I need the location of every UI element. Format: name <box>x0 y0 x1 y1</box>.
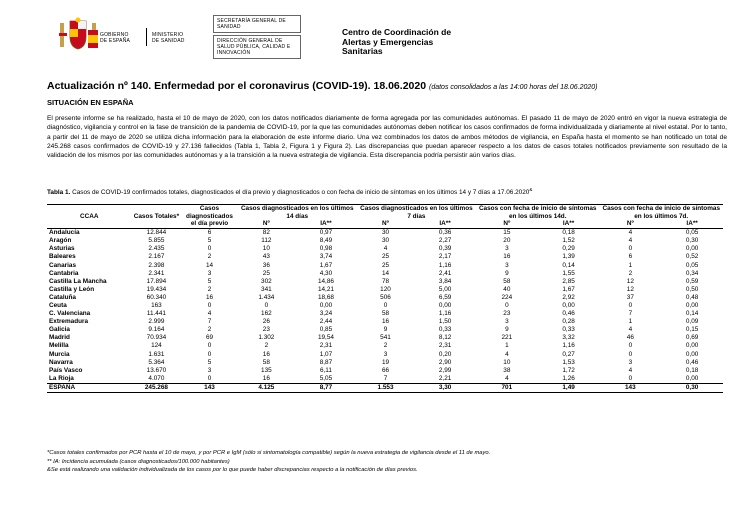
value-cell: 1,16 <box>562 342 575 350</box>
value-cell: 19,54 <box>317 334 334 342</box>
value-cell: 221 <box>501 334 513 342</box>
table-row <box>47 294 723 302</box>
value-cell: 1.553 <box>357 383 414 392</box>
value-cell: 112 <box>261 237 272 245</box>
value-cell: 2,44 <box>319 318 333 326</box>
value-cell: 15 <box>503 229 511 237</box>
value-cell: 3,30 <box>414 383 476 392</box>
value-cell: 25 <box>381 253 390 261</box>
value-cell: 0,69 <box>685 334 699 342</box>
value-cell: 70.934 <box>146 334 167 342</box>
value-cell: 0 <box>207 374 212 382</box>
value-cell: 0 <box>207 245 212 253</box>
value-cell: 26 <box>262 318 270 326</box>
value-cell: 0 <box>628 301 633 309</box>
value-cell: 58 <box>381 310 390 318</box>
value-cell: 0,39 <box>438 245 452 253</box>
ccaa-name-cell: La Rioja <box>49 374 74 382</box>
header-prev-day: Casos diagnosticados el día previo <box>181 205 237 229</box>
value-cell: 0,59 <box>685 277 699 285</box>
value-cell: 2,31 <box>319 342 333 350</box>
ccaa-name-cell: Canarias <box>49 261 76 269</box>
value-cell: 6,59 <box>438 293 452 301</box>
value-cell: 8,87 <box>319 358 333 366</box>
header-ia: IA** <box>414 220 476 229</box>
header-group-sym7: Casos con fecha de inicio de síntomas en los últimos 7d. <box>599 205 723 221</box>
value-cell: 0,85 <box>319 326 333 334</box>
value-cell: 8,77 <box>295 383 357 392</box>
value-cell: 541 <box>380 334 391 342</box>
value-cell: 1,26 <box>562 374 575 382</box>
value-cell: 16 <box>503 253 511 261</box>
value-cell: 0,09 <box>685 318 699 326</box>
ccaa-name-cell: Galicia <box>49 326 70 334</box>
table-row <box>47 350 723 358</box>
value-cell: 23 <box>503 310 511 318</box>
value-cell: 2,27 <box>438 237 452 245</box>
value-cell: 12 <box>626 277 634 285</box>
value-cell: 7 <box>207 318 212 326</box>
value-cell: 2,17 <box>438 253 452 261</box>
value-cell: 143 <box>181 383 237 392</box>
ccaa-name-cell: País Vasco <box>49 366 83 374</box>
value-cell: 1,53 <box>562 358 575 366</box>
value-cell: 163 <box>151 301 162 309</box>
value-cell: 6 <box>628 253 633 261</box>
table-caption-mark: & <box>529 187 533 192</box>
value-cell: 2,41 <box>438 269 452 277</box>
value-cell: 37 <box>626 293 634 301</box>
value-cell: 0,14 <box>562 261 575 269</box>
value-cell: 1,52 <box>562 237 575 245</box>
ccaa-name-cell: Murcia <box>49 350 70 358</box>
value-cell: 1 <box>505 342 509 350</box>
table-row <box>47 286 723 294</box>
value-cell: 18,68 <box>317 293 334 301</box>
value-cell: 0,05 <box>685 261 699 269</box>
value-cell: 2 <box>628 269 633 277</box>
value-cell: 9 <box>505 269 509 277</box>
header-ia: IA** <box>661 220 723 229</box>
value-cell: 40 <box>503 285 511 293</box>
logo-divider <box>146 28 147 46</box>
value-cell: 43 <box>262 253 270 261</box>
value-cell: 14,21 <box>317 285 334 293</box>
ccaa-name-cell: Melilla <box>49 342 69 350</box>
value-cell: 0,05 <box>685 229 699 237</box>
value-cell: 2 <box>207 253 212 261</box>
value-cell: 0,00 <box>319 301 333 309</box>
value-cell: 6,11 <box>319 366 332 374</box>
value-cell: 4,30 <box>319 269 333 277</box>
value-cell: 0,30 <box>685 237 699 245</box>
total-row <box>47 383 723 392</box>
value-cell: 7 <box>628 310 633 318</box>
value-cell: 2,85 <box>562 277 575 285</box>
value-cell: 1,16 <box>438 310 452 318</box>
value-cell: 13.670 <box>146 366 167 374</box>
ministry-line-1: MINISTERIO <box>152 32 184 38</box>
value-cell: 3 <box>207 269 212 277</box>
ccaa-name-cell: Cantabria <box>49 269 79 277</box>
value-cell: 0 <box>628 374 633 382</box>
gov-line-1: GOBIERNO <box>100 32 129 38</box>
cases-table <box>47 204 723 393</box>
value-cell: 4 <box>628 326 633 334</box>
report-header <box>0 0 737 72</box>
value-cell: 23 <box>262 326 270 334</box>
value-cell: 0,00 <box>562 301 575 309</box>
value-cell: 302 <box>261 277 272 285</box>
value-cell: 0,48 <box>685 293 699 301</box>
ccaa-name-cell: Castilla La Mancha <box>49 277 107 285</box>
table-row <box>47 278 723 286</box>
value-cell: 0,98 <box>319 245 333 253</box>
header-ccaa: CCAA <box>47 205 132 229</box>
value-cell: 16 <box>381 318 390 326</box>
value-cell: 19 <box>381 358 390 366</box>
value-cell: 5 <box>207 277 212 285</box>
value-cell: 20 <box>503 237 511 245</box>
value-cell: 2.167 <box>148 253 165 261</box>
value-cell: 0,97 <box>319 229 333 237</box>
value-cell: 2 <box>383 342 388 350</box>
value-cell: 4 <box>628 237 633 245</box>
flag-stripe-yellow <box>88 35 98 43</box>
value-cell: 36 <box>262 261 270 269</box>
ccaa-name-cell: C. Valenciana <box>49 310 91 318</box>
value-cell: 78 <box>381 277 390 285</box>
gov-line-2: DE ESPAÑA <box>100 38 131 44</box>
value-cell: 14 <box>205 261 214 269</box>
value-cell: 0,00 <box>685 245 699 253</box>
value-cell: 12 <box>626 285 634 293</box>
secretaria-box: SECRETARÍA GENERAL DE SANIDAD <box>213 15 301 33</box>
value-cell: 2 <box>207 326 212 334</box>
value-cell: 0,29 <box>562 245 575 253</box>
title-main: Actualización nº 140. Enfermedad por el coronavirus (COVID-19). 18.06.2020 <box>47 80 427 92</box>
header-ia: IA** <box>538 220 600 229</box>
value-cell: 60.340 <box>146 293 167 301</box>
value-cell: 10 <box>262 245 270 253</box>
ccaa-name-cell: Baleares <box>49 253 76 261</box>
value-cell: 4 <box>505 350 509 358</box>
value-cell: 9 <box>383 326 388 334</box>
table-row <box>47 342 723 350</box>
title-subtitle: (datos consolidados a las 14:00 horas del 18.06.2020) <box>428 84 598 91</box>
value-cell: 0 <box>628 350 633 358</box>
value-cell: 1,55 <box>562 269 575 277</box>
table-row <box>47 302 723 310</box>
value-cell: 341 <box>261 285 272 293</box>
value-cell: 6 <box>207 229 212 237</box>
value-cell: 16 <box>262 374 270 382</box>
value-cell: 2,31 <box>438 342 452 350</box>
direccion-box: DIRECCIÓN GENERAL DE SALUD PÚBLICA, CALIDAD E INNOVACIÓN <box>213 35 301 59</box>
footnote-2: ** IA: Incidencia acumulada (casos diagnosticados/100.000 habitantes) <box>47 458 230 465</box>
table-row <box>47 237 723 245</box>
value-cell: 17.894 <box>146 277 167 285</box>
value-cell: 8,49 <box>319 237 333 245</box>
value-cell: 9 <box>505 326 509 334</box>
value-cell: 0,46 <box>562 310 575 318</box>
table-row <box>47 367 723 375</box>
value-cell: 2,21 <box>438 374 452 382</box>
value-cell: 4.125 <box>238 383 295 392</box>
header-group-7d: Casos diagnosticados en los últimos 7 días <box>357 205 476 221</box>
value-cell: 0,33 <box>562 326 575 334</box>
ccaa-name-cell: ESPAÑA <box>47 383 132 392</box>
value-cell: 0,15 <box>685 326 699 334</box>
value-cell: 2,99 <box>438 366 452 374</box>
ccaa-name-cell: Castilla y León <box>49 285 95 293</box>
ccaes-line-1: Centro de Coordinación de <box>342 27 452 37</box>
ministry-label <box>152 32 185 44</box>
value-cell: 5.364 <box>148 358 165 366</box>
table-row <box>47 375 723 384</box>
table-caption-label: Tabla 1. <box>47 189 71 197</box>
value-cell: 1,39 <box>562 253 575 261</box>
footnote-1: *Casos totales confirmados por PCR hasta el 10 de mayo, y por PCR e IgM (sólo si sintomatología compatible) según la nueva estrategia de vigilancia desde el 11 de mayo. <box>47 450 491 456</box>
ccaa-name-cell: Aragón <box>49 237 72 245</box>
value-cell: 0 <box>628 245 633 253</box>
value-cell: 245.268 <box>132 383 182 392</box>
value-cell: 3,24 <box>319 310 333 318</box>
value-cell: 0 <box>207 350 212 358</box>
value-cell: 5 <box>207 358 212 366</box>
value-cell: 4 <box>628 366 633 374</box>
value-cell: 162 <box>261 310 272 318</box>
value-cell: 3,84 <box>438 277 452 285</box>
value-cell: 0,28 <box>562 318 575 326</box>
value-cell: 14,86 <box>317 277 334 285</box>
value-cell: 1,07 <box>319 350 333 358</box>
ccaa-name-cell: Madrid <box>49 334 70 342</box>
table-row <box>47 318 723 326</box>
value-cell: 2 <box>264 342 269 350</box>
value-cell: 0,18 <box>562 229 575 237</box>
government-label <box>100 32 130 44</box>
value-cell: 0,20 <box>438 350 452 358</box>
value-cell: 12.844 <box>146 229 167 237</box>
table-row <box>47 261 723 269</box>
ccaa-name-cell: Extremadura <box>49 318 89 326</box>
value-cell: 2,90 <box>438 358 452 366</box>
header-group-14d: Casos diagnosticados en los últimos 14 días <box>238 205 357 221</box>
value-cell: 30 <box>381 229 390 237</box>
header-ia: IA** <box>295 220 357 229</box>
value-cell: 3 <box>505 245 509 253</box>
value-cell: 3 <box>383 350 388 358</box>
value-cell: 0,00 <box>685 342 699 350</box>
value-cell: 2.999 <box>148 318 165 326</box>
value-cell: 124 <box>151 342 162 350</box>
value-cell: 0,46 <box>685 358 699 366</box>
ccaa-name-cell: Cataluña <box>49 293 76 301</box>
ministry-line-2: DE SANIDAD <box>152 38 185 44</box>
header-n: Nº <box>599 220 661 229</box>
value-cell: 8,12 <box>438 334 452 342</box>
value-cell: 3 <box>628 358 633 366</box>
value-cell: 0,00 <box>438 301 452 309</box>
value-cell: 16 <box>205 293 214 301</box>
table-caption-text: Casos de COVID-19 confirmados totales, diagnosticados el día previo y diagnosticados o con fecha de inicio de síntomas en los últimos 14 y 7 días a 17.06.2020 <box>72 189 530 197</box>
table-row <box>47 253 723 261</box>
value-cell: 3,74 <box>319 253 333 261</box>
value-cell: 30 <box>381 237 390 245</box>
value-cell: 0,34 <box>685 269 699 277</box>
value-cell: 1,49 <box>538 383 600 392</box>
value-cell: 701 <box>476 383 538 392</box>
value-cell: 4 <box>207 310 212 318</box>
value-cell: 0 <box>264 301 269 309</box>
value-cell: 1 <box>628 261 633 269</box>
value-cell: 0 <box>628 342 633 350</box>
value-cell: 0,27 <box>562 350 575 358</box>
value-cell: 0 <box>505 301 509 309</box>
value-cell: 3,32 <box>562 334 575 342</box>
value-cell: 2,92 <box>562 293 575 301</box>
table-row <box>47 245 723 253</box>
value-cell: 1 <box>628 318 633 326</box>
value-cell: 2 <box>207 285 212 293</box>
ccaa-name-cell: Andalucía <box>49 229 80 237</box>
section-heading: SITUACIÓN EN ESPAÑA <box>47 98 134 107</box>
value-cell: 0,50 <box>685 285 699 293</box>
value-cell: 14 <box>381 269 390 277</box>
value-cell: 19.434 <box>146 285 167 293</box>
value-cell: 1.302 <box>258 334 275 342</box>
value-cell: 25 <box>381 261 390 269</box>
table-row <box>47 229 723 238</box>
value-cell: 4 <box>505 374 509 382</box>
value-cell: 1,72 <box>562 366 575 374</box>
value-cell: 1,67 <box>319 261 333 269</box>
value-cell: 9.164 <box>148 326 165 334</box>
value-cell: 0,00 <box>685 374 699 382</box>
value-cell: 224 <box>501 293 513 301</box>
value-cell: 1,67 <box>562 285 575 293</box>
value-cell: 16 <box>262 350 270 358</box>
ccaa-name-cell: Ceuta <box>49 301 67 309</box>
value-cell: 0,00 <box>685 301 699 309</box>
ccaa-name-cell: Navarra <box>49 358 73 366</box>
value-cell: 5.855 <box>148 237 165 245</box>
header-group-sym14: Casos con fecha de inicio de síntomas en los últimos 14d. <box>476 205 600 221</box>
ccaes-title <box>342 28 451 57</box>
department-boxes <box>213 15 301 61</box>
value-cell: 0,36 <box>438 229 452 237</box>
table-row <box>47 326 723 334</box>
table-row <box>47 359 723 367</box>
value-cell: 1.631 <box>148 350 165 358</box>
header-n: Nº <box>238 220 295 229</box>
header-n: Nº <box>357 220 414 229</box>
value-cell: 5,05 <box>319 374 333 382</box>
value-cell: 3 <box>207 366 212 374</box>
footnotes <box>47 449 490 475</box>
ccaes-line-3: Sanitarias <box>342 46 383 56</box>
table-header-row <box>47 205 723 221</box>
value-cell: 2.341 <box>148 269 165 277</box>
value-cell: 69 <box>205 334 214 342</box>
value-cell: 66 <box>381 366 390 374</box>
value-cell: 1,16 <box>438 261 452 269</box>
value-cell: 10 <box>503 358 511 366</box>
value-cell: 1.434 <box>258 293 275 301</box>
value-cell: 38 <box>503 366 511 374</box>
value-cell: 120 <box>380 285 391 293</box>
table-row <box>47 269 723 277</box>
value-cell: 2.398 <box>148 261 165 269</box>
table-body <box>47 229 723 393</box>
intro-paragraph: El presente informe se ha realizado, hasta el 10 de mayo de 2020, con los datos notificados diariamente de forma agregada por las comunidades autónomas. El pasado 11 de mayo de 2020 entró en vigor la nueva estrategia de diagnóstico, vigilancia y control en la fase de transición de la pandemia de COVID-19, por la que las comunidades autónomas deben notificar los casos confirmados de forma individualizada y diariamente al nivel estatal. Por lo tanto, a partir del 11 de mayo de 2020 se utiliza dicha información para la elaboración de este informe diario. Una vez combinados los datos de ambos métodos de vigilancia, en España hasta el momento se han notificado un total de 245.268 casos confirmados de COVID-19 y 27.136 fallecidos (Tabla 1, Tabla 2, Figura 1 y Figura 2). Las discrepancias que puedan aparecer respecto a los datos de casos totales notificados previamente son resultado de la validación de los mismos por las comunidades autónomas y a la transición a la nueva estrategia de vigilancia. Esta discrepancia podría persistir aún varios días. <box>47 115 727 160</box>
value-cell: 58 <box>503 277 511 285</box>
value-cell: 0,00 <box>685 350 699 358</box>
value-cell: 2.435 <box>148 245 165 253</box>
value-cell: 143 <box>599 383 661 392</box>
value-cell: 0 <box>383 301 388 309</box>
value-cell: 0 <box>207 342 212 350</box>
value-cell: 25 <box>262 269 270 277</box>
value-cell: 5,00 <box>438 285 452 293</box>
value-cell: 0,18 <box>685 366 699 374</box>
header-n: Nº <box>476 220 538 229</box>
table-caption <box>47 187 532 196</box>
value-cell: 7 <box>383 374 388 382</box>
value-cell: 0 <box>207 301 212 309</box>
value-cell: 4 <box>628 229 633 237</box>
value-cell: 1,50 <box>438 318 452 326</box>
value-cell: 4.070 <box>148 374 165 382</box>
report-title <box>47 80 598 92</box>
value-cell: 0,30 <box>661 383 723 392</box>
value-cell: 506 <box>380 293 391 301</box>
value-cell: 0,14 <box>685 310 699 318</box>
ccaa-name-cell: Asturias <box>49 245 75 253</box>
value-cell: 135 <box>261 366 272 374</box>
value-cell: 0,33 <box>438 326 452 334</box>
value-cell: 5 <box>207 237 212 245</box>
table-row <box>47 334 723 342</box>
value-cell: 46 <box>626 334 634 342</box>
value-cell: 0,52 <box>685 253 699 261</box>
value-cell: 3 <box>505 318 509 326</box>
value-cell: 4 <box>383 245 388 253</box>
table-row <box>47 310 723 318</box>
ccaes-line-2: Alertas y Emergencias <box>342 36 434 47</box>
header-total: Casos Totales* <box>132 205 182 229</box>
value-cell: 3 <box>505 261 509 269</box>
value-cell: 82 <box>262 229 270 237</box>
value-cell: 11.441 <box>146 310 166 318</box>
value-cell: 58 <box>262 358 270 366</box>
footnote-3: &Se está realizando una validación individualizada de los casos por lo que puede haber discrepancias respecto a la notificación de días previos. <box>47 467 418 473</box>
